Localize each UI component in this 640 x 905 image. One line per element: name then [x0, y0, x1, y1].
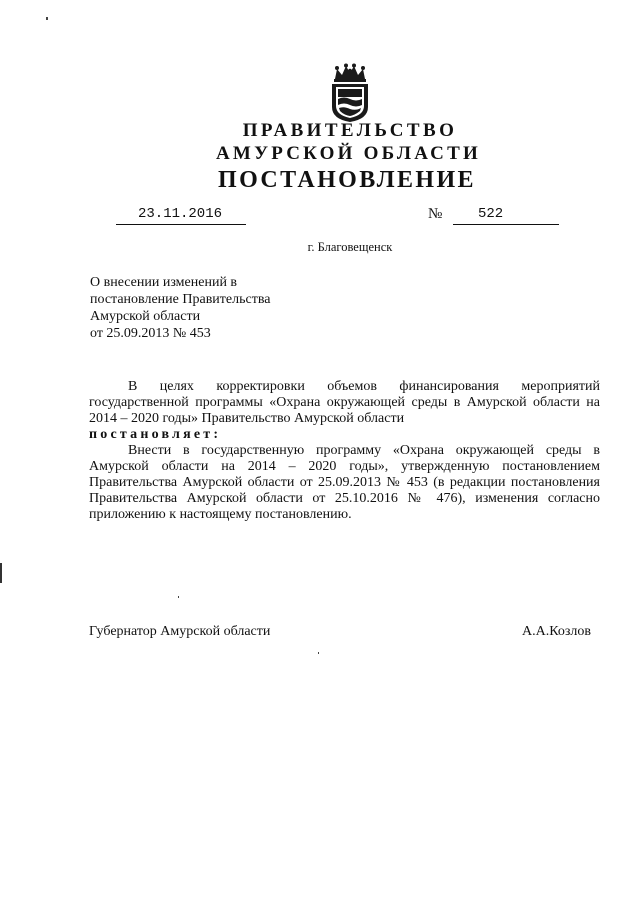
subject-line: О внесении изменений в	[90, 275, 238, 290]
scan-margin-mark	[0, 563, 2, 583]
government-title-line2: АМУРСКОЙ ОБЛАСТИ	[216, 143, 481, 164]
preamble-paragraph: В целях корректировки объемов финансирования мероприятий государственной программы «Охрана окружающей среды в Амурской области на 2014 – 2020 годы» Правительство Амурской области	[89, 379, 600, 426]
document-subject	[90, 274, 270, 342]
decree-paragraph: Внести в государственную программу «Охрана окружающей среды в Амурской области на 2014 – 2020 годы», утвержденную постановлением Правительства Амурской области от 25.09.2013 № 453 (в редакции постановления Правительства Амурской области от 25.10.2016 № 476), изменения согласно приложению к настоящему постановлению.	[89, 443, 600, 522]
signatory-name: А.А.Козлов	[522, 624, 591, 639]
subject-line: постановление Правительства	[90, 292, 271, 307]
amur-oblast-coat-of-arms-icon	[327, 63, 373, 123]
number-sign: №	[428, 206, 443, 222]
subject-line: Амурской области	[90, 309, 201, 324]
scan-speck	[178, 596, 179, 598]
document-date: 23.11.2016	[138, 206, 223, 222]
date-underline	[116, 224, 246, 225]
document-number: 522	[478, 206, 504, 222]
scan-speck	[318, 652, 319, 654]
decree-word: постановляет:	[89, 427, 222, 442]
document-type-title: ПОСТАНОВЛЕНИЕ	[218, 167, 476, 193]
scan-speck	[46, 17, 48, 20]
signatory-position: Губернатор Амурской области	[89, 624, 271, 639]
government-title-line1: ПРАВИТЕЛЬСТВО	[242, 120, 458, 141]
city-name: г. Благовещенск	[307, 240, 393, 254]
number-underline	[453, 224, 559, 225]
subject-line: от 25.09.2013 № 453	[90, 326, 211, 341]
document-body	[89, 379, 600, 523]
